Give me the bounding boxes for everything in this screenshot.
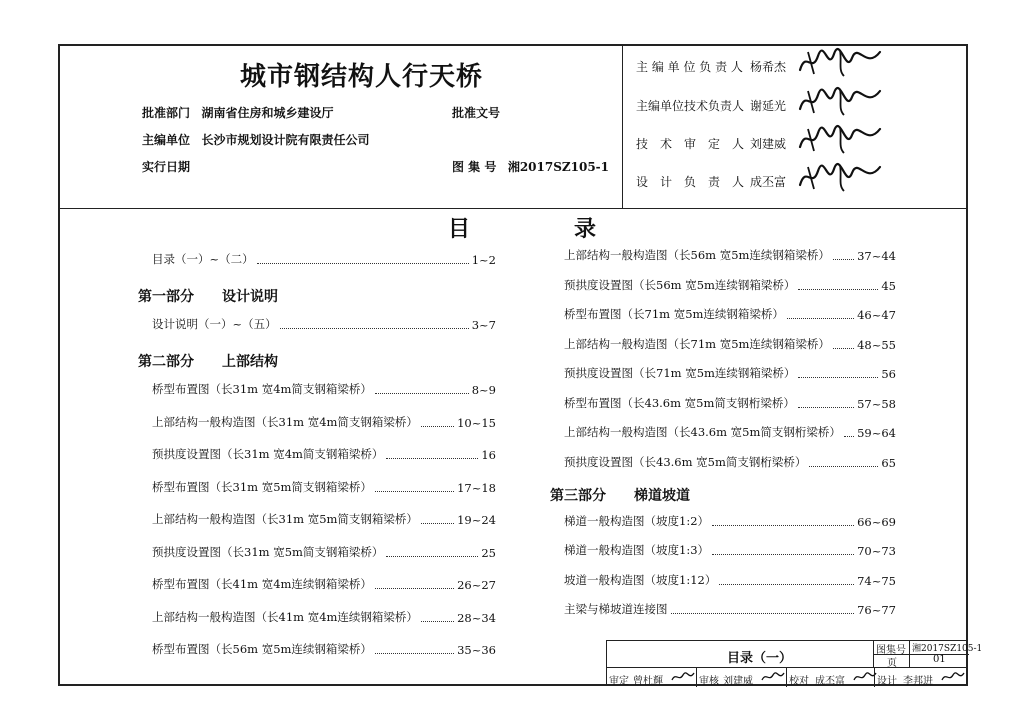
role-label: 主 编 单 位 负 责 人: [636, 60, 743, 74]
toc-entry[interactable]: [564, 365, 896, 381]
toc-leader-dots: [375, 491, 454, 492]
toc-entry[interactable]: [564, 277, 896, 293]
toc-leader-dots: [712, 554, 854, 555]
toc-leader-dots: [386, 556, 478, 557]
toc-entry-page: 45: [881, 278, 896, 293]
toc-entry-page: 28~34: [457, 610, 496, 625]
toc-leader-dots: [375, 653, 454, 654]
role-name: 谢延光: [750, 99, 787, 113]
handwritten-signature: [796, 159, 886, 199]
toc-entry-label: 预拱度设置图（长71m 宽5m连续钢箱梁桥）: [564, 366, 796, 380]
role-name: 杨希杰: [750, 60, 787, 74]
toc-entry[interactable]: [564, 601, 896, 617]
approval-doc: 批准文号: [452, 106, 501, 120]
toc-entry-label: 桥型布置图（长31m 宽5m简支钢箱梁桥）: [152, 479, 372, 494]
toc-entry[interactable]: [564, 542, 896, 558]
toc-entry-page: 19~24: [457, 513, 496, 527]
toc-entry[interactable]: [152, 251, 496, 267]
tb-role-name: 李邦进: [903, 676, 933, 687]
toc-leader-dots: [719, 584, 854, 585]
toc-leader-dots: [375, 588, 454, 589]
toc-leader-dots: [833, 348, 854, 349]
toc-leader-dots: [421, 523, 454, 524]
toc-entry-label: 桥型布置图（长71m 宽5m连续钢箱梁桥）: [564, 307, 784, 321]
toc-entry-label: 预拱度设置图（长31m 宽5m简支钢箱梁桥）: [152, 544, 384, 559]
toc-entry[interactable]: [564, 247, 896, 263]
toc-entry-page: 37~44: [857, 249, 896, 263]
toc-entry-label: 目录（一）~（二）: [152, 252, 254, 266]
sheet-title: 目录（一）: [727, 651, 793, 666]
toc-entry-page: 76~77: [857, 603, 896, 617]
toc-entry-label: 上部结构一般构造图（长31m 宽5m简支钢箱梁桥）: [152, 512, 418, 526]
toc-entry-page: 74~75: [857, 573, 896, 588]
role-label: 技 术 审 定 人: [636, 137, 745, 151]
toc-entry-page: 35~36: [457, 643, 496, 657]
toc-leader-dots: [375, 393, 469, 394]
toc-entry-label: 梯道一般构造图（坡度1:3）: [564, 543, 710, 557]
toc-leader-dots: [787, 318, 854, 319]
toc-entry-label: 上部结构一般构造图（长71m 宽5m连续钢箱梁桥）: [564, 336, 830, 351]
toc-entry-label: 上部结构一般构造图（长41m 宽4m连续钢箱梁桥）: [152, 609, 418, 624]
tb-role-label: 审核: [699, 676, 719, 687]
toc-entry-page: 59~64: [857, 426, 896, 440]
tb-page-value: 01: [933, 654, 946, 665]
toc-entry[interactable]: [564, 424, 896, 440]
handwritten-signature: [796, 121, 886, 161]
toc-leader-dots: [280, 328, 469, 329]
toc-entry-page: 56: [881, 367, 896, 381]
tb-page-label: 页: [887, 658, 897, 669]
tb-atlas-value: 湘2017SZ105-1: [912, 644, 983, 654]
toc-entry-label: 坡道一般构造图（坡度1:12）: [564, 572, 717, 587]
toc-entry[interactable]: [152, 511, 496, 527]
toc-entry[interactable]: [152, 316, 496, 332]
tb-role-label: 审定: [609, 676, 629, 687]
toc-entry-label: 上部结构一般构造图（长56m 宽5m连续钢箱梁桥）: [564, 248, 830, 262]
toc-entry-page: 8~9: [471, 383, 496, 397]
atlas-number: 图 集 号 湘2017SZ105-1: [452, 160, 610, 174]
header-column-divider: [622, 44, 623, 208]
title-block: [606, 640, 983, 687]
toc-entry[interactable]: [564, 454, 896, 470]
toc-entry[interactable]: [564, 306, 896, 322]
handwritten-signature: [796, 83, 886, 123]
header-divider: [58, 208, 968, 209]
toc-entry-label: 桥型布置图（长56m 宽5m连续钢箱梁桥）: [152, 642, 372, 656]
tb-signature: [761, 670, 785, 687]
toc-leader-dots: [798, 289, 878, 290]
tb-role-name: 刘建威: [723, 676, 753, 687]
toc-leader-dots: [421, 426, 454, 427]
toc-entry-page: 3~7: [471, 318, 496, 332]
toc-entry-label: 梯道一般构造图（坡度1:2）: [564, 513, 710, 528]
toc-entry[interactable]: [152, 641, 496, 657]
toc-entry-page: 70~73: [857, 544, 896, 558]
toc-leader-dots: [809, 466, 878, 467]
toc-entry[interactable]: [152, 414, 496, 430]
toc-leader-dots: [712, 525, 854, 526]
toc-leader-dots: [386, 458, 478, 459]
tb-role-name: 曾杜輝: [633, 676, 663, 687]
handwritten-signature: [796, 44, 886, 84]
toc-leader-dots: [421, 621, 454, 622]
role-label: 设 计 负 责 人: [636, 175, 745, 189]
toc-heading-right: 录: [574, 217, 597, 242]
toc-entry-label: 桥型布置图（长43.6m 宽5m简支钢桁梁桥）: [564, 395, 795, 410]
toc-leader-dots: [844, 436, 854, 437]
toc-entry-label: 上部结构一般构造图（长43.6m 宽5m简支钢桁梁桥）: [564, 425, 841, 439]
toc-entry-label: 预拱度设置图（长56m 宽5m连续钢箱梁桥）: [564, 277, 796, 292]
toc-entry[interactable]: [564, 336, 896, 352]
tb-role-name: 成丕富: [815, 676, 845, 687]
toc-entry-page: 26~27: [457, 578, 496, 592]
toc-part-heading: 第一部分 设计说明: [138, 288, 278, 305]
toc-entry-page: 46~47: [857, 308, 896, 322]
toc-entry-page: 1~2: [471, 253, 496, 267]
toc-heading-left: 目: [448, 217, 471, 242]
toc-entry[interactable]: [152, 544, 496, 560]
toc-leader-dots: [798, 377, 878, 378]
toc-entry-page: 57~58: [857, 396, 896, 411]
tb-signature: [671, 670, 695, 687]
toc-leader-dots: [257, 263, 469, 264]
toc-leader-dots: [671, 613, 855, 614]
tb-atlas-label: 图集号: [876, 645, 906, 656]
toc-entry-page: 65: [881, 455, 896, 470]
toc-entry-label: 预拱度设置图（长31m 宽4m简支钢箱梁桥）: [152, 447, 384, 461]
toc-entry[interactable]: [564, 395, 896, 411]
tb-role-label: 设计: [877, 676, 897, 687]
toc-entry-page: 10~15: [457, 415, 496, 430]
tb-signature: [941, 670, 965, 687]
toc-entry-label: 桥型布置图（长41m 宽4m连续钢箱梁桥）: [152, 577, 372, 591]
atlas-title: 城市钢结构人行天桥: [240, 62, 484, 92]
toc-entry[interactable]: [564, 513, 896, 529]
toc-part-heading: 第二部分 上部结构: [138, 353, 278, 370]
toc-entry-label: 主梁与梯坡道连接图: [564, 602, 668, 616]
toc-entry-page: 48~55: [857, 337, 896, 352]
toc-entry[interactable]: [564, 572, 896, 588]
toc-entry-page: 25: [481, 545, 496, 560]
role-name: 成丕富: [750, 175, 787, 189]
toc-entry-label: 预拱度设置图（长43.6m 宽5m简支钢桁梁桥）: [564, 454, 807, 469]
toc-entry[interactable]: [152, 479, 496, 495]
toc-entry[interactable]: [152, 381, 496, 397]
toc-leader-dots: [798, 407, 854, 408]
toc-entry[interactable]: [152, 609, 496, 625]
approval-dept: 批准部门 湖南省住房和城乡建设厅: [142, 106, 334, 120]
role-name: 刘建威: [750, 137, 787, 151]
tb-role-label: 校对: [789, 676, 809, 687]
toc-entry-label: 上部结构一般构造图（长31m 宽4m简支钢箱梁桥）: [152, 414, 418, 429]
toc-entry-label: 桥型布置图（长31m 宽4m简支钢箱梁桥）: [152, 382, 372, 396]
toc-entry[interactable]: [152, 576, 496, 592]
effective-date: 实行日期: [142, 160, 191, 174]
toc-entry-page: 66~69: [857, 514, 896, 529]
toc-entry-label: 设计说明（一）~（五）: [152, 317, 277, 331]
editor-unit: 主编单位 长沙市规划设计院有限责任公司: [142, 133, 370, 147]
role-label: 主编单位技术负责人: [636, 99, 745, 113]
toc-part-heading: 第三部分 梯道坡道: [550, 488, 690, 504]
toc-entry-page: 17~18: [457, 480, 496, 495]
toc-entry[interactable]: [152, 446, 496, 462]
toc-entry-page: 16: [481, 448, 496, 462]
toc-leader-dots: [833, 259, 854, 260]
